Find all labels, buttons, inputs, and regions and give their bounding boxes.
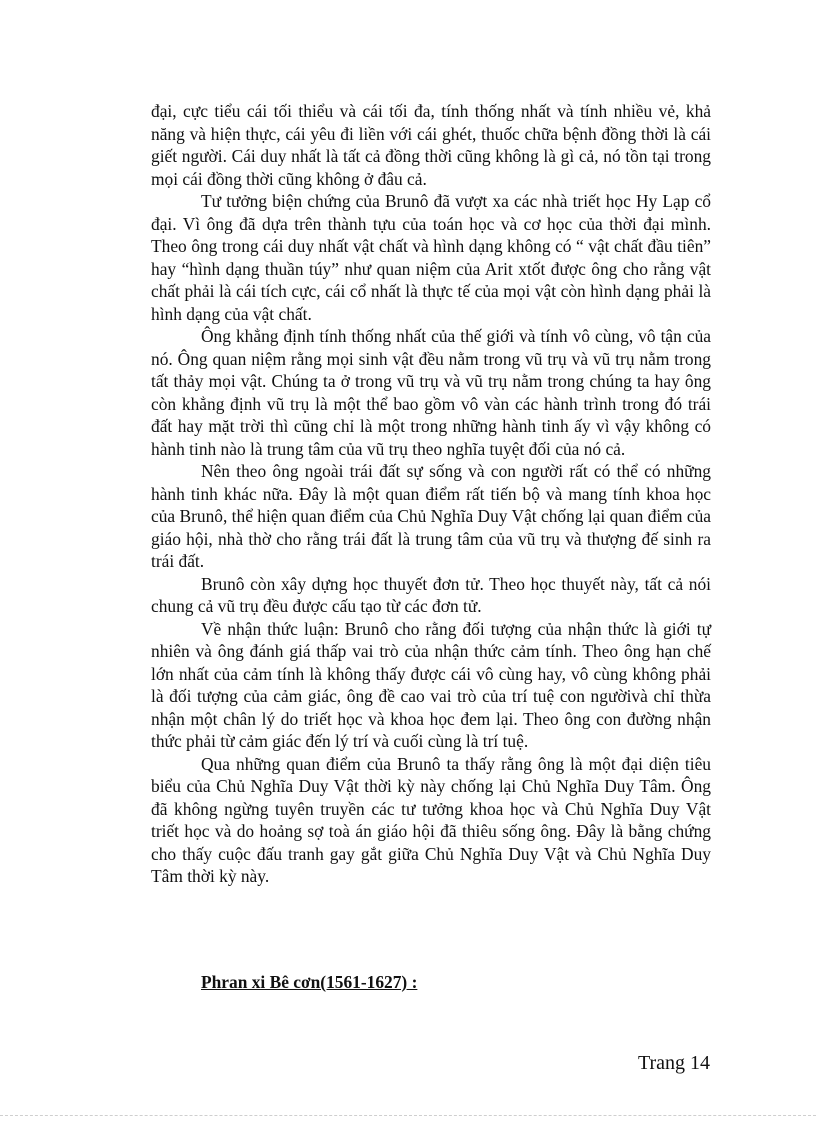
paragraph-3: Ông khẳng định tính thống nhất của thế giới và tính vô cùng, vô tận của nó. Ông quan niệm rằng mọi sinh vật đều nằm trong vũ trụ và vũ trụ nằm trong tất thảy mọi vật. Chúng ta ở trong vũ trụ và vũ trụ nằm trong chúng ta hay ông còn khẳng định vũ trụ là một thể bao gồm vô vàn các hành trình trong đó trái đất hay mặt trời thì cũng chỉ là một trong những hành tinh ấy vì vậy không có hành tinh nào là trung tâm của vũ trụ theo nghĩa tuyệt đối của nó cả. — [151, 326, 711, 459]
page-number: Trang 14 — [637, 1052, 710, 1074]
body-text — [151, 100, 711, 888]
section-heading: Phran xi Bê cơn(1561-1627) : — [201, 972, 418, 992]
paragraph-7: Qua những quan điểm của Brunô ta thấy rằng ông là một đại diện tiêu biểu của Chủ Nghĩa Duy Vật thời kỳ này chống lại Chủ Nghĩa Duy Tâm. Ông đã không ngừng tuyên truyền các tư tưởng khoa học và Chủ Nghĩa Duy Vật triết học và do hoảng sợ toà án giáo hội đã thiêu sống ông. Đây là bằng chứng cho thấy cuộc đấu tranh gay gắt giữa Chủ Nghĩa Duy Vật và Chủ Nghĩa Duy Tâm thời kỳ này. — [151, 753, 711, 886]
page-bottom-border — [0, 1115, 816, 1116]
paragraph-1: đại, cực tiểu cái tối thiểu và cái tối đa, tính thống nhất và tính nhiều vẻ, khả năng và hiện thực, cái yêu đi liền với cái ghét, thuốc chữa bệnh đồng thời là cái giết người. Cái duy nhất là tất cả đồng thời cũng không là gì cả, nó tồn tại trong mọi cái đồng thời cũng không ở đâu cả. — [151, 101, 711, 189]
paragraph-5: Brunô còn xây dựng học thuyết đơn tử. Theo học thuyết này, tất cả nói chung cả vũ trụ đều được cấu tạo từ các đơn tử. — [151, 573, 711, 616]
paragraph-4: Nên theo ông ngoài trái đất sự sống và con người rất có thể có những hành tinh khác nữa. Đây là một quan điểm rất tiến bộ và mang tính khoa học của Brunô, thể hiện quan điểm của Chủ Nghĩa Duy Vật chống lại quan điểm của giáo hội, nhà thờ cho rằng trái đất là trung tâm của vũ trụ và thượng đế sinh ra trái đất. — [151, 461, 711, 571]
paragraph-2: Tư tưởng biện chứng của Brunô đã vượt xa các nhà triết học Hy Lạp cổ đại. Vì ông đã dựa trên thành tựu của toán học và cơ học của thời đại mình. Theo ông trong cái duy nhất vật chất và hình dạng không có “ vật chất đầu tiên” hay “hình dạng thuần túy” như quan niệm của Arit xtốt được ông cho rằng vật chất phải là cái tích cực, cái cổ nhất là thực tế của mọi vật còn hình dạng phải là hình dạng của vật chất. — [151, 191, 711, 324]
paragraph-6: Về nhận thức luận: Brunô cho rằng đối tượng của nhận thức là giới tự nhiên và ông đánh giá thấp vai trò của nhận thức cảm tính. Theo ông hạn chế lớn nhất của cảm tính là không thấy được cái vô cùng hay, vô cùng không phải là đối tượng của cảm giác, ông đề cao vai trò của trí tuệ con ngườivà chỉ thừa nhận một chân lý do triết học và khoa học đem lại. Theo ông con đường nhận thức phải từ cảm giác đến lý trí và cuối cùng là trí tuệ. — [151, 618, 711, 751]
